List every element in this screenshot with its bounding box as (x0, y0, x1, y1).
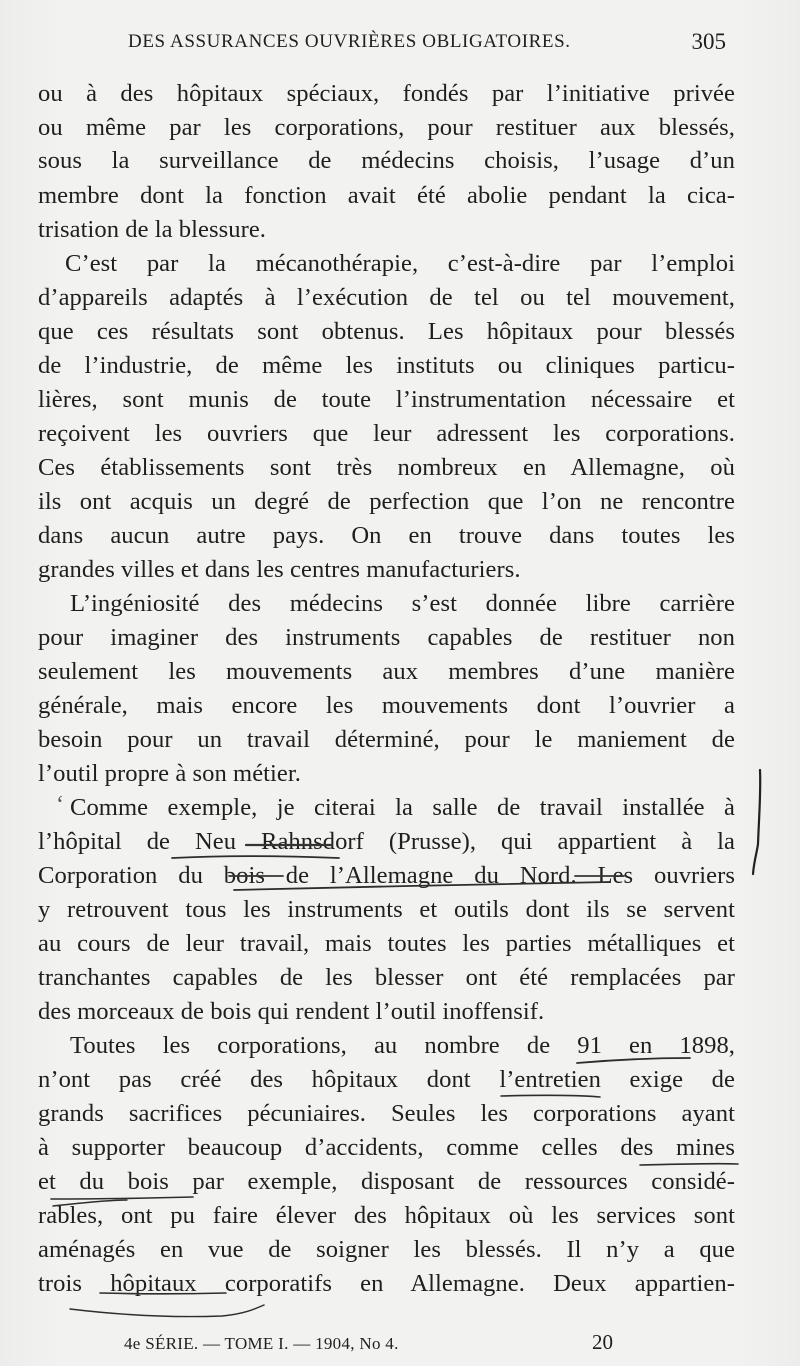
text-line: et du bois par exemple, disposant de ressources considé- (38, 1168, 735, 1195)
text-line: l’hôpital de Neu Rahnsdorf (Prusse), qui appartient à la (38, 828, 735, 855)
text-line: Corporation du bois de l’Allemagne du Nord. Les ouvriers (38, 862, 735, 889)
signature-mark: 20 (592, 1330, 613, 1354)
text-line: trisation de la blessure. (38, 216, 266, 243)
text-line: aménagés en vue de soigner les blessés. Il n’y a que (38, 1236, 735, 1263)
text-line: l’outil propre à son métier. (38, 760, 301, 787)
text-line: n’ont pas créé des hôpitaux dont l’entretien exige de (38, 1066, 735, 1093)
text-line: C’est par la mécanothérapie, c’est-à-dire par l’emploi (65, 250, 735, 277)
text-line: tranchantes capables de les blesser ont été remplacées par (38, 964, 735, 991)
text-line: Comme exemple, je citerai la salle de travail installée à (70, 794, 735, 821)
text-line: ou à des hôpitaux spéciaux, fondés par l’initiative privée (38, 80, 735, 107)
text-line: y retrouvent tous les instruments et outils dont ils se servent (38, 896, 735, 923)
text-line: ils ont acquis un degré de perfection que l’on ne rencontre (38, 488, 735, 515)
text-line: grandes villes et dans les centres manufacturiers. (38, 556, 521, 583)
page-footer (124, 1328, 624, 1356)
text-line: sous la surveillance de médecins choisis, l’usage d’un (38, 147, 735, 174)
text-line: lières, sont munis de toute l’instrumentation nécessaire et (38, 386, 735, 413)
text-line: membre dont la fonction avait été abolie pendant la cica- (38, 182, 735, 209)
text-line: besoin pour un travail déterminé, pour le maniement de (38, 726, 735, 753)
text-line: que ces résultats sont obtenus. Les hôpitaux pour blessés (38, 318, 735, 345)
text-line: dans aucun autre pays. On en trouve dans toutes les (38, 522, 735, 549)
text-line: au cours de leur travail, mais toutes les parties métalliques et (38, 930, 735, 957)
text-line: Ces établissements sont très nombreux en Allemagne, où (38, 454, 735, 481)
text-line: reçoivent les ouvriers que leur adressent les corporations. (38, 420, 735, 447)
text-line: seulement les mouvements aux membres d’une manière (38, 658, 735, 685)
text-line: rables, ont pu faire élever des hôpitaux où les services sont (38, 1202, 735, 1229)
page-number: 305 (691, 29, 726, 54)
running-title: DES ASSURANCES OUVRIÈRES OBLIGATOIRES. (128, 31, 571, 52)
text-line: d’appareils adaptés à l’exécution de tel ou tel mouvement, (38, 284, 735, 311)
text-line: de l’industrie, de même les instituts ou cliniques particu- (38, 352, 735, 379)
text-line: générale, mais encore les mouvements dont l’ouvrier a (38, 692, 735, 719)
text-line: Toutes les corporations, au nombre de 91 en 1898, (70, 1032, 735, 1059)
text-line: L’ingéniosité des médecins s’est donnée libre carrière (70, 590, 735, 617)
text-line: grands sacrifices pécuniaires. Seules les corporations ayant (38, 1100, 735, 1127)
text-line: trois hôpitaux corporatifs en Allemagne. Deux appartien- (38, 1270, 735, 1297)
series-info: 4e SÉRIE. — TOME I. — 1904, No 4. (124, 1334, 399, 1353)
text-line: ou même par les corporations, pour restituer aux blessés, (38, 114, 735, 141)
text-line: à supporter beaucoup d’accidents, comme celles des mines (38, 1134, 735, 1161)
margin-mark: ʻ (56, 792, 64, 818)
text-line: pour imaginer des instruments capables de restituer non (38, 624, 735, 651)
text-line: des morceaux de bois qui rendent l’outil inoffensif. (38, 998, 545, 1025)
